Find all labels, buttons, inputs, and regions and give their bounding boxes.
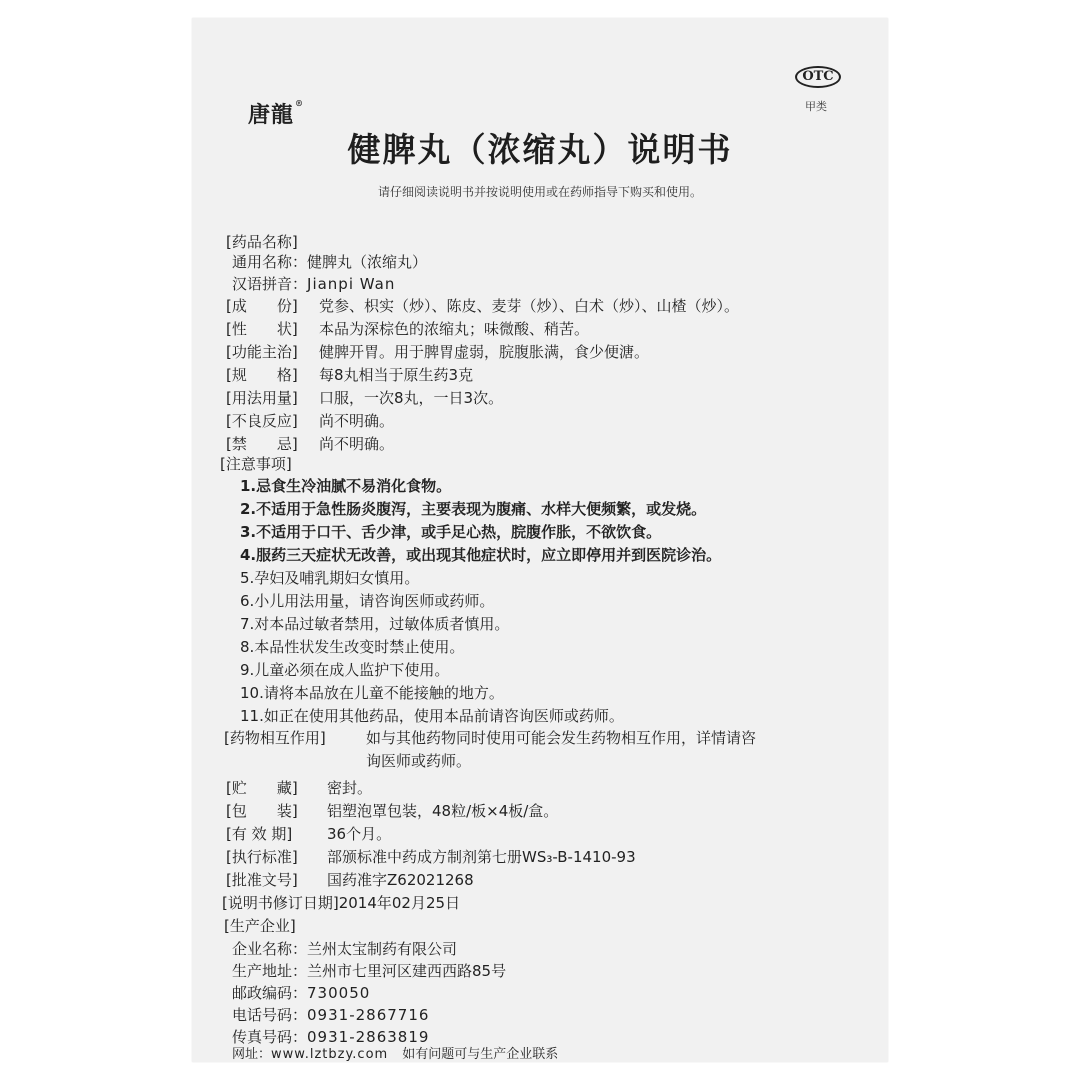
- manufacturer-value: 0931-2863819: [307, 1028, 430, 1046]
- pinyin-value: Jianpi Wan: [307, 275, 396, 293]
- field-value: 密封。: [327, 779, 373, 797]
- interaction-label: [药物相互作用]: [224, 729, 326, 747]
- drug-name-heading: [药品名称]: [226, 233, 298, 251]
- field-value: 尚不明确。: [319, 412, 395, 430]
- manufacturer-label: 网址：: [232, 1047, 272, 1062]
- field-label: [禁 忌]: [226, 435, 298, 453]
- precaution-item: 4.服药三天症状无改善，或出现其他症状时，应立即停用并到医院诊治。: [240, 546, 722, 564]
- field-label: [用法用量]: [226, 389, 298, 407]
- precaution-item: 5.孕妇及哺乳期妇女慎用。: [240, 569, 420, 587]
- field-label: [贮 藏]: [226, 779, 298, 797]
- document-title: 健脾丸（浓缩丸）说明书: [347, 130, 733, 169]
- precaution-item: 8.本品性状发生改变时禁止使用。: [240, 638, 465, 656]
- field-row: [226, 824, 391, 844]
- precaution-item: 11.如正在使用其他药品，使用本品前请咨询医师或药师。: [240, 707, 624, 725]
- manufacturer-heading: [生产企业]: [224, 917, 296, 935]
- revision-value: 2014年02月25日: [338, 894, 461, 912]
- field-label: [包 装]: [226, 802, 298, 820]
- field-value: 本品为深棕色的浓缩丸；味微酸、稍苦。: [319, 320, 590, 338]
- manufacturer-label: 邮政编码：: [232, 984, 308, 1002]
- precaution-item: 3.不适用于口干、舌少津，或手足心热，脘腹作胀，不欲饮食。: [240, 523, 662, 541]
- field-value: 36个月。: [327, 825, 392, 843]
- pinyin-row: [232, 274, 395, 294]
- field-label: [有 效 期]: [226, 825, 293, 843]
- website-link[interactable]: www.lztbzy.com: [271, 1047, 389, 1062]
- interaction-value: 如与其他药物同时使用可能会发生药物相互作用，详情请咨: [366, 729, 757, 747]
- generic-name-value: 健脾丸（浓缩丸）: [307, 253, 428, 271]
- field-row: [226, 388, 503, 408]
- manufacturer-value: 兰州市七里河区建西西路85号: [307, 962, 507, 980]
- document-subtitle: 请仔细阅读说明书并按说明使用或在药师指导下购买和使用。: [377, 185, 702, 199]
- manufacturer-value: 兰州太宝制药有限公司: [307, 940, 458, 958]
- field-value: 党参、枳实（炒）、陈皮、麦芽（炒）、白术（炒）、山楂（炒）。: [319, 297, 740, 315]
- generic-name-label: 通用名称：: [232, 253, 308, 271]
- field-label: [不良反应]: [226, 412, 298, 430]
- field-value: 口服，一次8丸，一日3次。: [319, 389, 504, 407]
- field-label: [成 份]: [226, 297, 298, 315]
- field-value: 铝塑泡罩包装，48粒/板×4板/盒。: [327, 802, 559, 820]
- precaution-item: 2.不适用于急性肠炎腹泻，主要表现为腹痛、水样大便频繁，或发烧。: [240, 500, 707, 518]
- brand-logo: 唐龍®: [248, 98, 305, 128]
- manufacturer-label: 电话号码：: [232, 1006, 308, 1024]
- field-row: [226, 411, 394, 431]
- interaction-row: [224, 728, 756, 748]
- precaution-item: 7.对本品过敏者禁用，过敏体质者慎用。: [240, 615, 510, 633]
- field-row: [226, 801, 558, 821]
- field-value: 部颁标准中药成方制剂第七册WS₃-B-1410-93: [327, 848, 636, 866]
- field-value: 尚不明确。: [319, 435, 395, 453]
- field-row: [226, 296, 739, 316]
- field-label: [批准文号]: [226, 871, 298, 889]
- field-row: [226, 365, 473, 385]
- manufacturer-label: 传真号码：: [232, 1028, 308, 1046]
- precaution-item: 10.请将本品放在儿童不能接触的地方。: [240, 684, 504, 702]
- field-row: [226, 434, 394, 454]
- field-label: [性 状]: [226, 320, 298, 338]
- field-row: [226, 319, 589, 339]
- pinyin-label: 汉语拼音：: [232, 275, 308, 293]
- manufacturer-row: [232, 1005, 429, 1025]
- otc-badge: OTC: [795, 66, 841, 88]
- manufacturer-row: [232, 983, 370, 1003]
- field-row: [226, 870, 474, 890]
- field-value: 健脾开胃。用于脾胃虚弱，脘腹胀满，食少便溏。: [319, 343, 650, 361]
- contact-note: 如有问题可与生产企业联系: [402, 1047, 559, 1062]
- field-label: [执行标准]: [226, 848, 298, 866]
- precaution-item: 1.忌食生冷油腻不易消化食物。: [240, 477, 452, 495]
- interaction-value-cont: 询医师或药师。: [366, 752, 472, 770]
- otc-class-label: 甲类: [805, 100, 827, 113]
- field-label: [规 格]: [226, 366, 298, 384]
- manufacturer-row: [232, 1048, 558, 1062]
- precautions-heading: [注意事项]: [220, 455, 292, 473]
- field-row: [226, 778, 372, 798]
- revision-label: [说明书修订日期]: [222, 894, 339, 912]
- field-value: 国药准字Z62021268: [327, 871, 474, 889]
- field-label: [功能主治]: [226, 343, 298, 361]
- generic-name-row: [232, 252, 427, 272]
- manufacturer-value: 730050: [307, 984, 371, 1002]
- manufacturer-row: [232, 961, 506, 981]
- field-row: [226, 342, 649, 362]
- manufacturer-row: [232, 939, 457, 959]
- manufacturer-label: 生产地址：: [232, 962, 308, 980]
- field-row: [226, 847, 636, 867]
- revision-row: [222, 893, 460, 913]
- manufacturer-row: [232, 1027, 429, 1047]
- precaution-item: 6.小儿用法用量，请咨询医师或药师。: [240, 592, 495, 610]
- manufacturer-label: 企业名称：: [232, 940, 308, 958]
- field-value: 每8丸相当于原生药3克: [319, 366, 474, 384]
- precaution-item: 9.儿童必须在成人监护下使用。: [240, 661, 450, 679]
- manufacturer-value: 0931-2867716: [307, 1006, 430, 1024]
